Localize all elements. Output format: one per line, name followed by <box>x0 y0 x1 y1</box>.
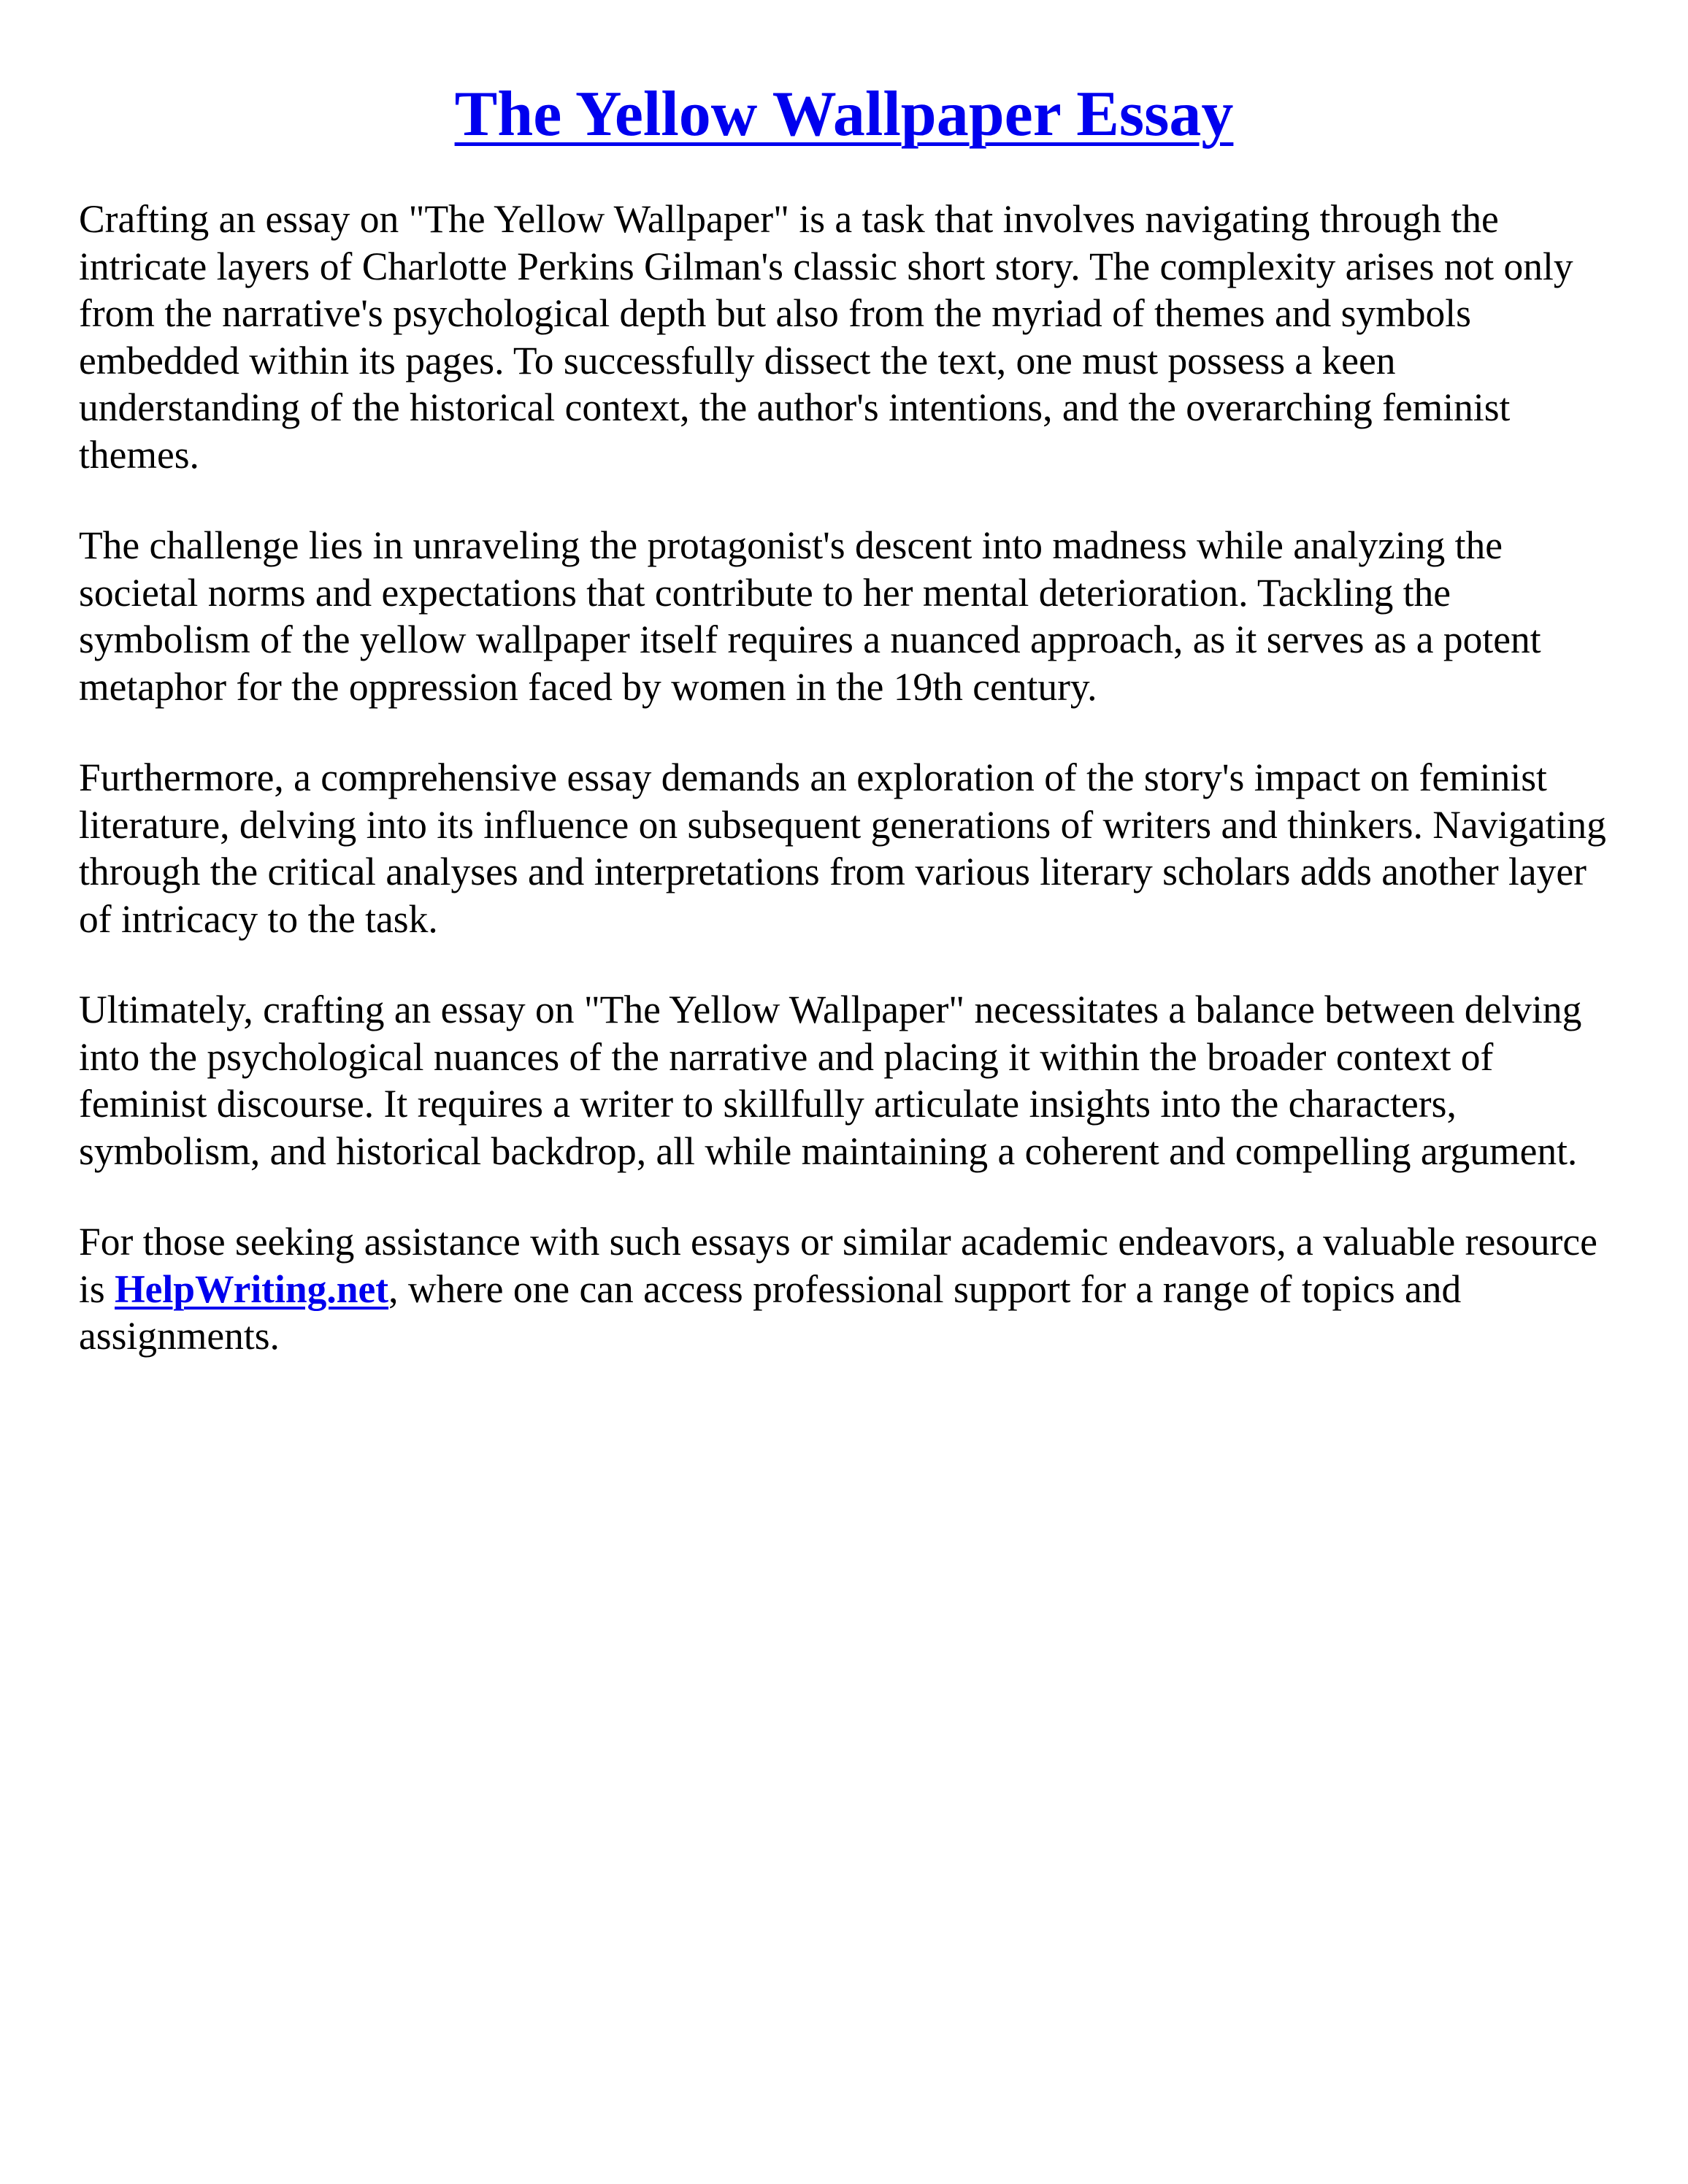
closing-paragraph <box>79 1218 1615 1360</box>
paragraph-4: Ultimately, crafting an essay on "The Yellow Wallpaper" necessitates a balance between delving into the psychological nuances of the narrative and placing it within the broader context of feminist discourse. It requires a writer to skillfully articulate insights into the characters, symbolism, and historical backdrop, all while maintaining a coherent and compelling argument. <box>79 988 1582 1173</box>
paragraph-3: Furthermore, a comprehensive essay demands an exploration of the story's impact on feminist literature, delving into its influence on subsequent generations of writers and thinkers. Navigating through the critical analyses and interpretations from various literary scholars adds another layer of intricacy to the task. <box>79 755 1606 941</box>
closing-text-before: For those seeking assistance with such essays or similar academic endeavors, a valuable resource is <box>79 1220 1597 1311</box>
title-container <box>0 74 1688 155</box>
helpwriting-link[interactable]: HelpWriting.net <box>115 1266 389 1311</box>
paragraph-2: The challenge lies in unraveling the protagonist's descent into madness while analyzing the societal norms and expectations that contribute to her mental deterioration. Tackling the symbolism of the yellow wallpaper itself requires a nuanced approach, as it serves as a potent metaphor for the oppression faced by women in the 19th century. <box>79 523 1541 709</box>
closing-text-after: , where one can access professional support for a range of topics and assignments. <box>79 1266 1462 1358</box>
essay-body <box>79 196 1615 1404</box>
paragraph-1: Crafting an essay on "The Yellow Wallpaper" is a task that involves navigating through the intricate layers of Charlotte Perkins Gilman's classic short story. The complexity arises not only from the narrative's psychological depth but also from the myriad of themes and symbols embedded within its pages. To successfully dissect the text, one must possess a keen understanding of the historical context, the author's intentions, and the overarching feminist themes. <box>79 197 1573 477</box>
essay-title-link[interactable]: The Yellow Wallpaper Essay <box>454 79 1234 150</box>
